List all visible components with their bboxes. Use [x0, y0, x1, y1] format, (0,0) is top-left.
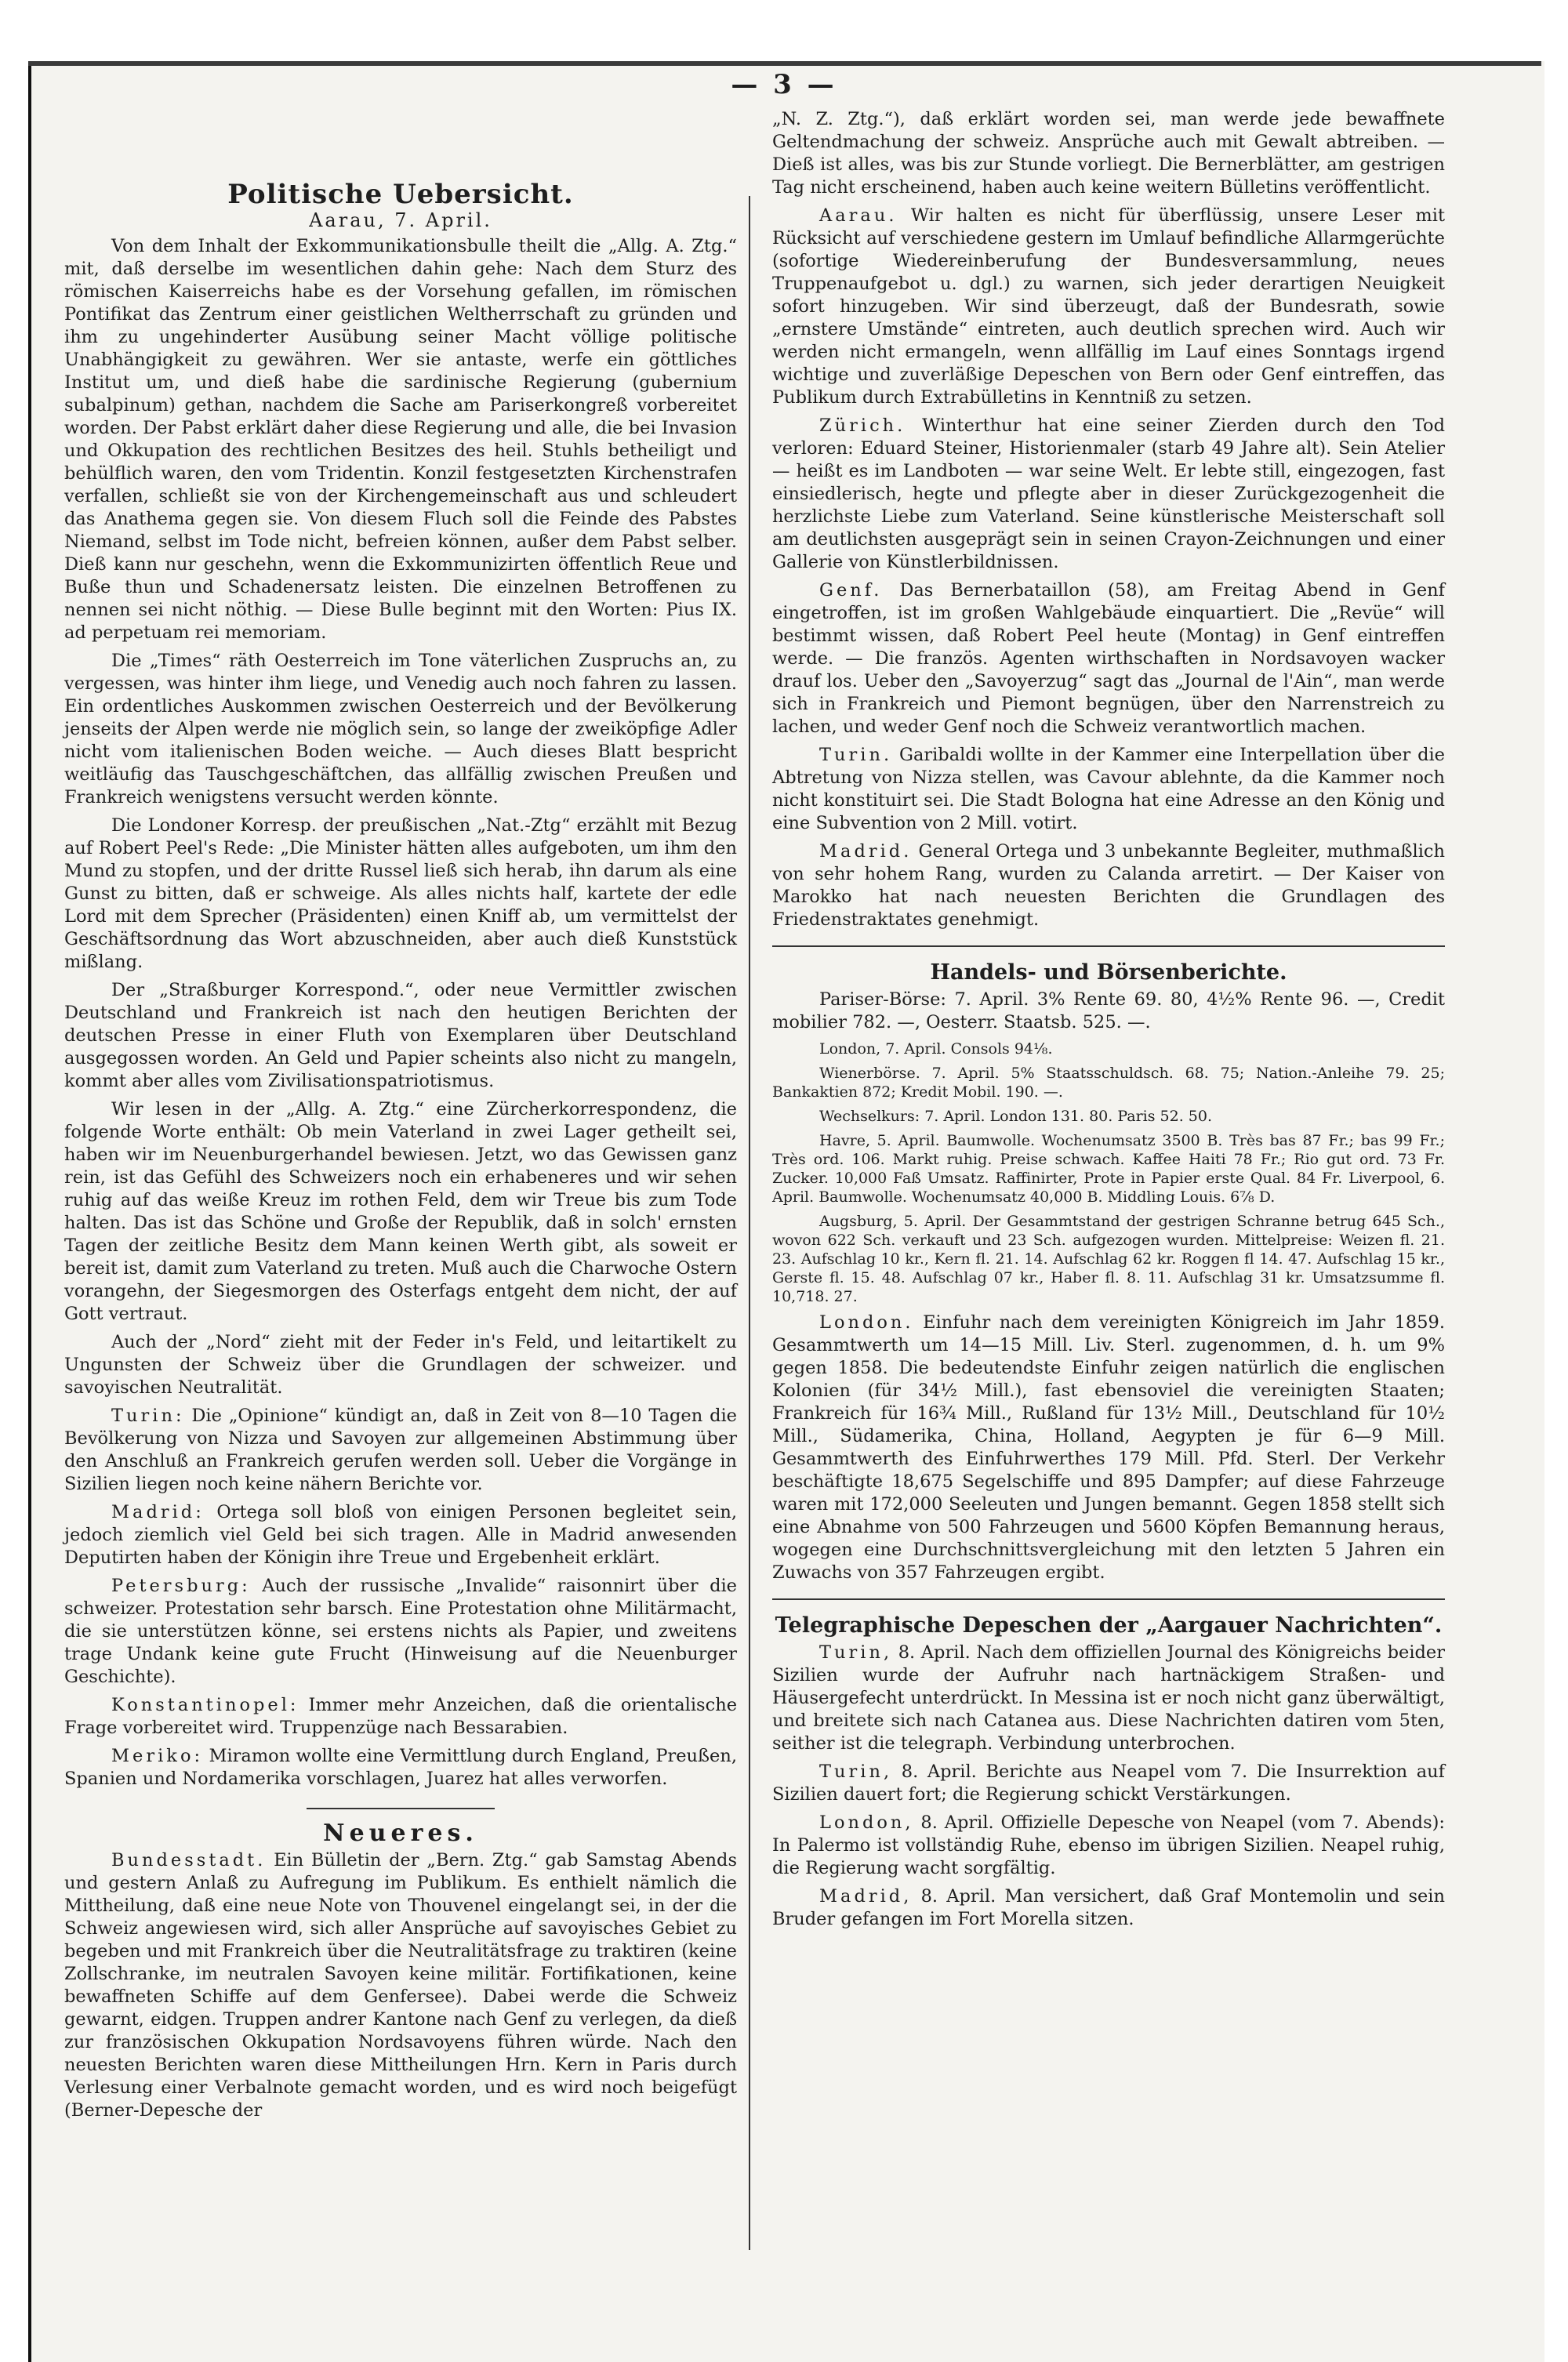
- place-name: Turin,: [819, 1642, 893, 1663]
- place-name: Madrid:: [111, 1502, 205, 1522]
- column-divider: [749, 196, 750, 2250]
- paragraph-text: 8. April. Man versichert, daß Graf Montemolin und sein Bruder gefangen im Fort Morella sitzen.: [772, 1886, 1445, 1929]
- place-name: London.: [819, 1312, 914, 1333]
- market-report: Wienerbörse. 7. April. 5% Staatsschuldsch. 68. 75; Nation.-Anleihe 79. 25; Bankaktien 872; Kredit Mobil. 190. —.: [772, 1065, 1445, 1101]
- article-paragraph: [64, 1501, 737, 1569]
- article-paragraph: Wir lesen in der „Allg. A. Ztg.“ eine Zürcherkorrespondenz, die folgende Worte enthält: Ob mein Vaterland in zwei Lager getheilt sei, haben wir im Neuenburgerhandel bewiesen. Jetzt, wo das Gewissen ganz rein, ist das Gefühl des Schweizers noch ein erhabeneres und wir sehen ruhig auf das weiße Kreuz im rothen Feld, dem wir Treue bis zum Tode halten. Das ist das Schöne und Große der Republik, daß in solch' ernsten Tagen der zeitliche Besitz dem Mann keinen Werth gibt, als soweit er bereit ist, damit zum Vaterland zu treten. Muß auch die Charwoche Ostern vorangehn, der Siegesmorgen des Osterfags entgeht dem nicht, der auf Gott vertraut.: [64, 1099, 737, 1324]
- place-name: Aarau.: [819, 205, 898, 226]
- place-name: Konstantinopel:: [111, 1695, 299, 1715]
- place-name: London,: [819, 1812, 914, 1833]
- paragraph-text: Ortega soll bloß von einigen Personen begleitet sein, jedoch ziemlich viel Geld bei sich tragen. Alle in Madrid anwesenden Deputirten haben der Königin ihre Treue und Ergebenheit erklärt.: [64, 1502, 737, 1568]
- page-number: — 3 —: [731, 69, 837, 100]
- place-name: Madrid.: [819, 841, 913, 862]
- telegram: [772, 1761, 1445, 1806]
- section-separator: [307, 1808, 495, 1809]
- telegram: [772, 1812, 1445, 1880]
- paragraph-text: Garibaldi wollte in der Kammer eine Interpellation über die Abtretung von Nizza stellen, was Cavour ablehnte, da die Kammer noch nicht konstituirt sei. Die Stadt Bologna hat eine Adresse an den König und eine Subvention von 2 Mill. votirt.: [772, 745, 1446, 833]
- article-paragraph: Die „Times“ räth Oesterreich im Tone väterlichen Zuspruchs an, zu vergessen, was hinter ihm liege, und Venedig auch noch fahren zu lassen. Ein ordentliches Auskommen zwischen Oesterreich und der Bevölkerung jenseits der Alpen werde nie möglich sein, so lange der zweiköpfige Adler nicht vom italienischen Boden weiche. — Auch dieses Blatt bespricht weitläufig das Tauschgeschäftchen, das allfällig zwischen Preußen und Frankreich wenigstens versucht werden könnte.: [64, 651, 737, 807]
- article-paragraph: Auch der „Nord“ zieht mit der Feder in's Feld, und leitartikelt zu Ungunsten der Schweiz über die Grundlagen der schweizer. und savoyischen Neutralität.: [64, 1332, 737, 1398]
- article-paragraph: [64, 1405, 737, 1496]
- section-rule: [772, 945, 1445, 947]
- article-paragraph: [64, 1745, 737, 1791]
- market-report: Augsburg, 5. April. Der Gesammtstand der gestrigen Schranne betrug 645 Sch., wovon 622 Sch. verkauft und 23 Sch. aufgezogen wurden. Mittelpreise: Weizen fl. 21. 23. Aufschlag 10 kr., Kern fl. 21. 14. Aufschlag 62 kr. Roggen fl 14. 47. Aufschlag 15 kr., Gerste fl. 15. 48. Aufschlag 07 kr., Haber fl. 8. 11. Aufschlag 31 kr. Umsatzsumme fl. 10,718. 27.: [772, 1213, 1445, 1305]
- article-paragraph: [772, 840, 1445, 931]
- section-rule: [772, 1598, 1445, 1600]
- section-heading-telegrams: Telegraphische Depeschen der „Aargauer Nachrichten“.: [775, 1613, 1443, 1638]
- paragraph-text: Das Bernerbataillon (58), am Freitag Abend in Genf eingetroffen, ist im großen Wahlgebäude einquartiert. Die „Revüe“ will bestimmt wissen, daß Robert Peel heute (Montag) in Genf eintreffen werde. — Die französ. Agenten wirthschaften in Nordsavoyen wacker drauf los. Ueber den „Savoyerzug“ sagt das „Journal de l'Ain“, man werde sich in Frankreich und Piemont begnügen, über den Narrenstreich zu lachen, und weder Genf noch die Schweiz verantwortlich machen.: [772, 580, 1445, 737]
- market-report: Pariser-Börse: 7. April. 3% Rente 69. 80, 4½% Rente 96. —, Credit mobilier 782. —, Oesterr. Staatsb. 525. —.: [772, 989, 1445, 1032]
- market-report: London, 7. April. Consols 94⅛.: [819, 1040, 1053, 1058]
- paragraph-text: Wir halten es nicht für überflüssig, unsere Leser mit Rücksicht auf verschiedene gestern im Umlauf befindliche Allarmgerüchte (sofortige Wiedereinberufung der Bundesversammlung, neues Truppenaufgebot u. dgl.) zu warnen, sich jeder derartigen Neuigkeit sofort hinzugeben. Wir sind überzeugt, daß der Bundesrath, sowie „ernstere Umstände“ eintreten, auch deutlich sprechen wird. Auch wir werden nicht ermangeln, wenn allfällig im Lauf eines Sonntags irgend wichtige und zuverläßige Depeschen von Bern oder Genf eintreffen, das Publikum durch Extrabülletins in Kenntniß zu setzen.: [772, 205, 1445, 408]
- section-heading-politics: Politische Uebersicht.: [227, 179, 574, 210]
- place-name: Meriko:: [111, 1746, 204, 1766]
- article-paragraph: [772, 579, 1445, 738]
- paragraph-text: Einfuhr nach dem vereinigten Königreich im Jahr 1859. Gesammtwerth um 14—15 Mill. Liv. Sterl. zugenommen, d. h. um 9% gegen 1858. Die bedeutendste Einfuhr zeigen natürlich die englischen Kolonien (für 34½ Mill.), fast ebensoviel die vereinigten Staaten; Frankreich für 16¾ Mill., Rußland für 13½ Mill., Deutschland für 10½ Mill., Südamerika, China, Holland, Aegypten je für 6—9 Mill. Gesammtwerth des Einfuhrwerthes 179 Mill. Pfd. Sterl. Der Verkehr beschäftigte 18,675 Segelschiffe und 895 Dampfer; auf diese Fahrzeuge waren mit 172,000 Seeleuten und Jungen bemannt. Gegen 1858 stellt sich eine Abnahme von 500 Fahrzeugen und 5600 Köpfen Bemannung heraus, wogegen eine Durchschnittsvergleichung mit den letzten 5 Jahren ein Zuwachs von 357 Fahrzeugen ergibt.: [772, 1312, 1445, 1583]
- paragraph-text: Die „Opinione“ kündigt an, daß in Zeit von 8—10 Tagen die Bevölkerung von Nizza und Savoyen zur allgemeinen Abstimmung über den Anschluß an Frankreich gerufen werden soll. Ueber die Vorgänge in Sizilien liegen noch keine nähern Berichte vor.: [64, 1406, 737, 1494]
- article-paragraph: [772, 205, 1445, 409]
- paragraph-text: 8. April. Berichte aus Neapel vom 7. Die Insurrektion auf Sizilien dauert fort; die Regierung schickt Verstärkungen.: [772, 1762, 1445, 1805]
- article-paragraph: „N. Z. Ztg.“), daß erklärt worden sei, man werde jede bewaffnete Geltendmachung der schweiz. Ansprüche auch mit Gewalt abtreiben. — Dieß ist alles, was bis zur Stunde vorliegt. Die Bernerblätter, am gestrigen Tag nicht erscheinend, haben auch keine weitern Bülletins veröffentlicht.: [772, 109, 1445, 198]
- place-name: Petersburg:: [111, 1576, 251, 1596]
- market-report: [772, 1312, 1445, 1584]
- telegram: [772, 1642, 1445, 1755]
- place-name: Zürich.: [819, 415, 906, 436]
- place-name: Bundesstadt.: [111, 1850, 267, 1870]
- place-name: Turin.: [819, 745, 893, 765]
- paragraph-text: 8. April. Offizielle Depesche von Neapel (vom 7. Abends): In Palermo ist vollständig Ruhe, ebenso im übrigen Sizilien. Neapel ruhig, die Regierung wacht sorgfältig.: [772, 1812, 1445, 1878]
- section-heading-neueres: Neueres.: [323, 1820, 478, 1847]
- telegram: [772, 1885, 1445, 1931]
- paragraph-text: Auch der russische „Invalide“ raisonnirt über die schweizer. Protestation sehr barsch. Eine Protestation ohne Militärmacht, die sie unterstützen könne, sei erstens nichts als Papier, und zweitens trage Undank keine gute Frucht (Hinweisung auf die Neuenburger Geschichte).: [64, 1576, 737, 1687]
- paragraph-text: 8. April. Nach dem offiziellen Journal des Königreichs beider Sizilien wurde der Aufruhr nach hartnäckigem Straßen- und Häusergefecht unterdrückt. In Messina ist er noch nicht ganz überwältigt, und breitete sich nach Catanea aus. Diese Nachrichten datiren vom 5ten, seither ist die telegraph. Verbindung unterbrochen.: [772, 1642, 1445, 1754]
- place-name: Turin,: [819, 1762, 893, 1782]
- place-name: Madrid,: [819, 1886, 913, 1907]
- article-paragraph: Von dem Inhalt der Exkommunikationsbulle theilt die „Allg. A. Ztg.“ mit, daß derselbe im wesentlichen dahin gehe: Nach dem Sturz des römischen Kaiserreichs habe es der Vorsehung gefallen, im römischen Pontifikat das Zentrum einer geistlichen Weltherrschaft zu gründen und ihm zu ungehinderter Ausübung seiner Macht völlige politische Unabhängigkeit zu gewähren. Wer sie antaste, werfe ein göttliches Institut um, und dieß habe die sardinische Regierung (gubernium subalpinum) gethan, nachdem die Sache am Pariserkongreß vorbereitet worden. Der Pabst erklärt daher diese Regierung und alle, die bei Invasion und Okkupation des rechtlichen Besitzes des heil. Stuhls betheiligt und behülflich waren, den vom Tridentin. Konzil festgesetzten Kirchenstrafen verfallen, schließt sie von der Kirchengemeinschaft aus und schleudert das Anathema gegen sie. Von diesem Fluch soll die Feinde des Pabstes Niemand, selbst im Tode nicht, befreien können, außer dem Pabst selber. Dieß kann nur geschehn, wenn die Exkommunizirten öffentlich Reue und Buße thun und Schadenersatz leisten. Die einzelnen Betroffenen zu nennen sei nicht nöthig. — Diese Bulle beginnt mit den Worten: Pius IX. ad perpetuam rei memoriam.: [64, 236, 737, 643]
- paragraph-text: Miramon wollte eine Vermittlung durch England, Preußen, Spanien und Nordamerika vorschlagen, Juarez hat alles verworfen.: [64, 1746, 738, 1789]
- dateline: Aarau, 7. April.: [309, 209, 492, 231]
- place-name: Genf.: [819, 580, 883, 600]
- article-paragraph: [64, 1849, 737, 2122]
- article-paragraph: [64, 1694, 737, 1740]
- paragraph-text: Winterthur hat eine seiner Zierden durch den Tod verloren: Eduard Steiner, Historienmaler (starb 49 Jahre alt). Sein Atelier — heißt es im Landboten — war seine Welt. Er lebte still, eingezogen, fast einsiedlerisch, hegte und pflegte aber in dieser Zurückgezogenheit die herzlichste Liebe zum Vaterland. Seine künstlerische Meisterschaft soll am deutlichsten ausgeprägt sein in seinen Crayon-Zeichnungen und einer Gallerie von Künstlerbildnissen.: [772, 415, 1446, 572]
- left-column: [64, 108, 737, 2128]
- market-report: Havre, 5. April. Baumwolle. Wochenumsatz 3500 B. Très bas 87 Fr.; bas 99 Fr.; Très ord. 106. Markt ruhig. Preise schwach. Kaffee Haiti 78 Fr.; Rio gut ord. 73 Fr. Zucker. 10,000 Faß Umsatz. Raffinirter, Prote in Papier erste Qual. 84 Fr. Liverpool, 6. April. Baumwolle. Wochenumsatz 40,000 B. Middling Louis. 6⅞ D.: [772, 1132, 1445, 1206]
- article-paragraph: [772, 744, 1445, 835]
- right-column: [772, 108, 1445, 1936]
- place-name: Turin:: [111, 1406, 185, 1426]
- paragraph-text: Immer mehr Anzeichen, daß die orientalische Frage vorbereitet wird. Truppenzüge nach Bessarabien.: [64, 1695, 738, 1738]
- article-paragraph: Der „Straßburger Korrespond.“, oder neue Vermittler zwischen Deutschland und Frankreich ist nach den heutigen Berichten der deutschen Presse in einer Fluth von Exemplaren über Deutschland ausgegossen worden. An Geld und Papier scheints also nicht zu mangeln, kommt aber alles vom Zivilisationspatriotismus.: [64, 980, 737, 1091]
- section-heading-markets: Handels- und Börsenberichte.: [930, 960, 1287, 985]
- article-paragraph: Die Londoner Korresp. der preußischen „Nat.-Ztg“ erzählt mit Bezug auf Robert Peel's Rede: „Die Minister hätten alles aufgeboten, um ihm den Mund zu stopfen, und der dritte Russel ließ sich herab, ihn darum als eine Gunst zu bitten, daß er schweige. Als alles nichts half, kartete der edle Lord mit dem Sprecher (Präsidenten) einen Kniff ab, um vermittelst der Geschäftsordnung das Wort abzuschneiden, aber auch dieß Kunststück mißlang.: [64, 815, 737, 972]
- paragraph-text: Ein Bülletin der „Bern. Ztg.“ gab Samstag Abends und gestern Anlaß zu Aufregung im Publikum. Es enthielt nämlich die Mittheilung, daß eine neue Note von Thouvenel eingelangt sei, in der die Schweiz angewiesen wird, sich aller Ansprüche auf savoyisches Gebiet zu begeben und mit Frankreich über die Neutralitätsfrage zu traktiren (keine Zollschranke, im neutralen Savoyen keine militär. Fortifikationen, keine bewaffneten Schiffe auf dem Genfersee). Dabei werde die Schweiz gewarnt, eidgen. Truppen andrer Kantone nach Genf zu verlegen, da dieß zur französischen Okkupation Nordsavoyens führen würde. Nach den neuesten Berichten waren diese Mittheilungen Hrn. Kern in Paris durch Verlesung einer Verbalnote gemacht worden, und es wird noch beigefügt (Berner-Depesche der: [64, 1850, 737, 2121]
- article-paragraph: [772, 415, 1445, 574]
- article-paragraph: [64, 1575, 737, 1689]
- page-top-edge: [28, 61, 1541, 66]
- market-report: Wechselkurs: 7. April. London 131. 80. Paris 52. 50.: [819, 1108, 1213, 1125]
- paragraph-text: General Ortega und 3 unbekannte Begleiter, muthmaßlich von sehr hohem Rang, wurden zu Calanda arretirt. — Der Kaiser von Marokko hat nach neuesten Berichten die Grundlagen des Friedenstraktates genehmigt.: [772, 841, 1445, 930]
